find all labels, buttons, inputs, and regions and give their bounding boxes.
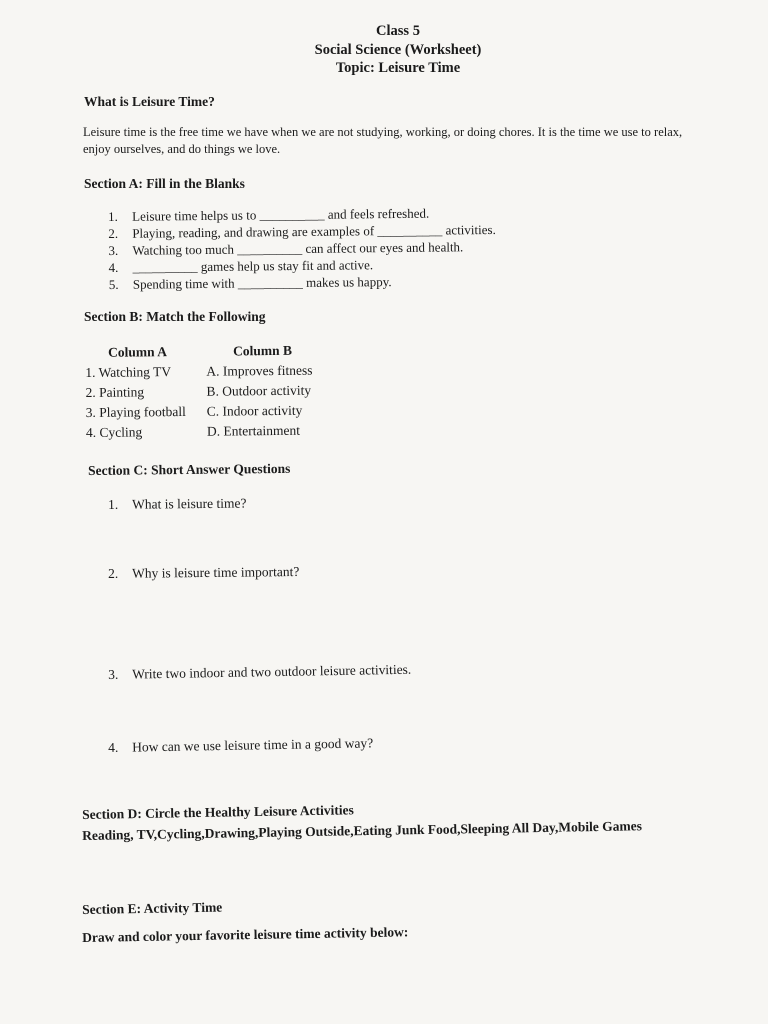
short-answer-question: 2. Why is leisure time important? — [108, 563, 300, 581]
short-answer-question: 3. Write two indoor and two outdoor leisure activities. — [108, 661, 412, 682]
column-a-header: Column A — [108, 344, 168, 360]
column-b-header: Column B — [233, 342, 293, 359]
list-item: 5. Spending time with __________ makes us happy. — [108, 274, 392, 292]
worksheet-header — [0, 22, 768, 78]
section-e-heading: Section E: Activity Time — [82, 899, 223, 917]
list-item: 3. Watching too much __________ can affect our eyes and health. — [108, 239, 464, 258]
list-item: 1. Leisure time helps us to __________ and feels refreshed. — [108, 205, 430, 224]
section-a-heading: Section A: Fill in the Blanks — [84, 176, 245, 191]
healthy-activities-list: Reading, TV,Cycling,Drawing,Playing Outside,Eating Junk Food,Sleeping All Day,Mobile Games — [82, 818, 643, 843]
list-item: 4. __________ games help us stay fit and active. — [108, 257, 374, 275]
intro-heading: What is Leisure Time? — [84, 94, 215, 109]
section-c-heading: Section C: Short Answer Questions — [88, 460, 291, 478]
section-b-heading: Section B: Match the Following — [84, 309, 266, 324]
intro-paragraph: Leisure time is the free time we have when we are not studying, working, or doing chores. It is the time we use to relax, enjoy ourselves, and do things we love. — [83, 125, 683, 156]
class-line: Class 5 — [376, 23, 420, 39]
section-d-heading: Section D: Circle the Healthy Leisure Activities — [82, 802, 354, 822]
section-e-instruction: Draw and color your favorite leisure time activity below: — [82, 924, 409, 945]
list-item: 2. Playing, reading, and drawing are examples of __________ activities. — [108, 221, 496, 241]
short-answer-question: 4. How can we use leisure time in a good way? — [108, 735, 374, 755]
fill-in-blanks-list — [108, 204, 496, 293]
short-answer-question: 1. What is leisure time? — [108, 495, 247, 512]
match-table — [85, 342, 313, 443]
subject-line: Social Science (Worksheet) — [314, 41, 482, 58]
topic-line: Topic: Leisure Time — [335, 60, 461, 76]
